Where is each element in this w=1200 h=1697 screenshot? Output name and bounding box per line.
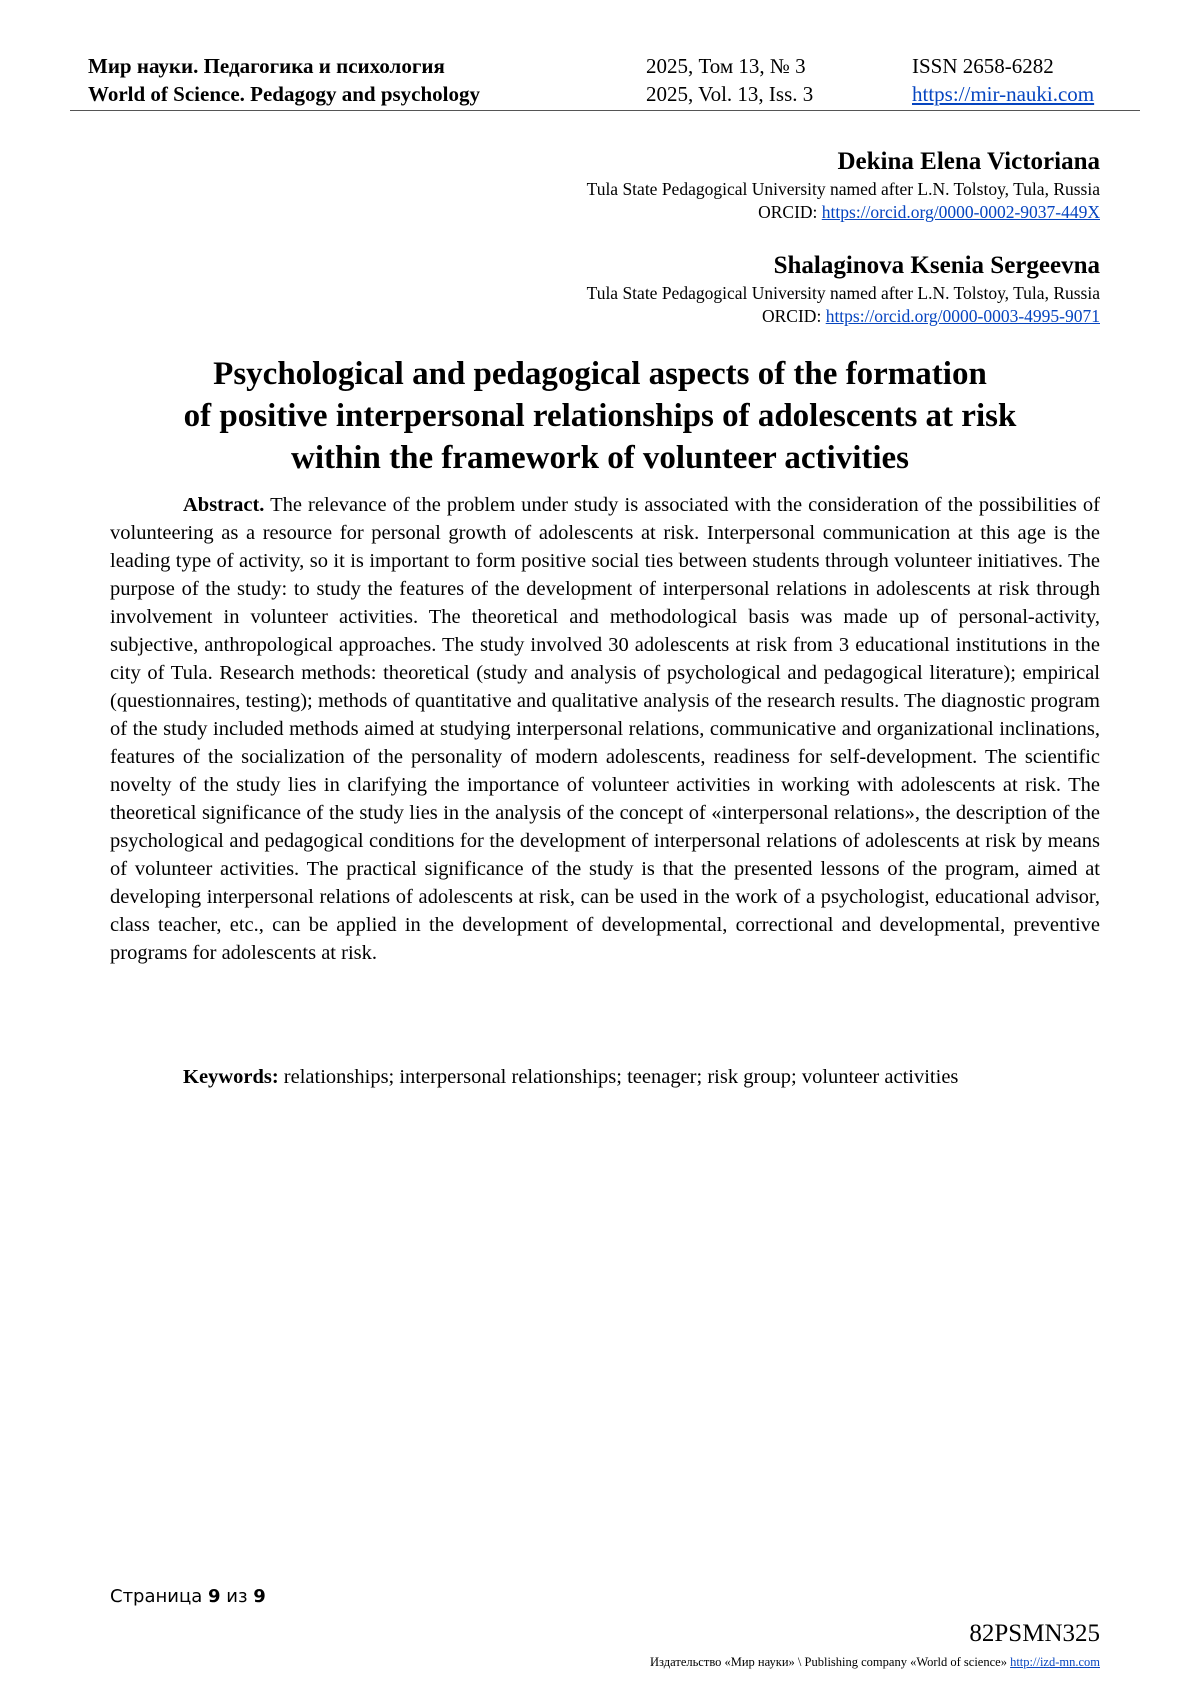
author-block-1	[587, 146, 1100, 224]
page-of: из	[226, 1586, 248, 1607]
author-orcid	[587, 305, 1100, 328]
publisher-line	[650, 1655, 1100, 1670]
article-title	[100, 353, 1100, 479]
author-name: Shalaginova Ksenia Sergeevna	[773, 252, 1100, 279]
issue-en: 2025, Vol. 13, Iss. 3	[646, 82, 814, 106]
page-current: 9	[208, 1586, 221, 1607]
page-word: Страница	[110, 1586, 203, 1607]
title-line-1: Psychological and pedagogical aspects of the formation	[213, 356, 987, 392]
abstract-paragraph	[110, 491, 1100, 967]
publisher-text: Издательство «Мир науки» \ Publishing company «World of science»	[650, 1655, 1007, 1669]
journal-site-line	[912, 80, 1094, 109]
author-block-2	[587, 250, 1100, 328]
journal-site-link[interactable]: https://mir-nauki.com	[912, 82, 1095, 106]
abstract-label: Abstract.	[183, 494, 265, 516]
journal-name-ru: Мир науки. Педагогика и психология	[88, 54, 445, 78]
orcid-link[interactable]: https://orcid.org/0000-0002-9037-449X	[821, 202, 1100, 222]
orcid-label: ORCID:	[758, 202, 818, 222]
article-code: 82PSMN325	[969, 1620, 1100, 1647]
keywords-text: relationships; interpersonal relationships; teenager; risk group; volunteer activities	[283, 1066, 959, 1088]
publisher-link[interactable]: http://izd-mn.com	[1010, 1655, 1100, 1669]
author-orcid	[587, 201, 1100, 224]
issue-ru: 2025, Том 13, № 3	[646, 54, 806, 78]
orcid-link[interactable]: https://orcid.org/0000-0003-4995-9071	[825, 306, 1100, 326]
title-line-3: within the framework of volunteer activities	[290, 440, 910, 476]
page-total: 9	[253, 1586, 266, 1607]
journal-header	[70, 48, 1140, 111]
orcid-label: ORCID:	[762, 306, 822, 326]
keywords-label: Keywords:	[183, 1066, 279, 1088]
author-affiliation: Tula State Pedagogical University named after L.N. Tolstoy, Tula, Russia	[586, 283, 1100, 303]
page-counter	[110, 1586, 266, 1607]
keywords-paragraph	[110, 1063, 1100, 1091]
author-name: Dekina Elena Victoriana	[837, 148, 1100, 175]
journal-name-en: World of Science. Pedagogy and psychology	[88, 82, 481, 106]
issn: ISSN 2658-6282	[912, 54, 1054, 78]
author-affiliation: Tula State Pedagogical University named after L.N. Tolstoy, Tula, Russia	[586, 179, 1100, 199]
title-line-2: of positive interpersonal relationships of adolescents at risk	[183, 398, 1017, 434]
abstract-text: The relevance of the problem under study is associated with the consideration of the possibilities of volunteering as a resource for personal growth of adolescents at risk. Interpersonal communication at this age is the leading type of activity, so it is important to form positive social ties between students through volunteer initiatives. The purpose of the study: to study the features of the development of interpersonal relations in adolescents at risk through involvement in volunteer activities. The theoretical and methodological basis was made up of personal-activity, subjective, anthropological approaches. The study involved 30 adolescents at risk from 3 educational institutions in the city of Tula. Research methods: theoretical (study and analysis of psychological and pedagogical literature); empirical (questionnaires, testing); methods of quantitative and qualitative analysis of the research results. The diagnostic program of the study included methods aimed at studying interpersonal relations, communicative and organizational inclinations, features of the socialization of the personality of modern adolescents, readiness for self-development. The scientific novelty of the study lies in clarifying the importance of volunteer activities in working with adolescents at risk. The theoretical significance of the study lies in the analysis of the concept of «interpersonal relations», the description of the psychological and pedagogical conditions for the development of interpersonal relations of adolescents at risk by means of volunteer activities. The practical significance of the study is that the presented lessons of the program, aimed at developing interpersonal relations of adolescents at risk, can be used in the work of a psychologist, educational advisor, class teacher, etc., can be applied in the development of developmental, correctional and developmental, preventive programs for adolescents at risk.	[110, 494, 1100, 964]
